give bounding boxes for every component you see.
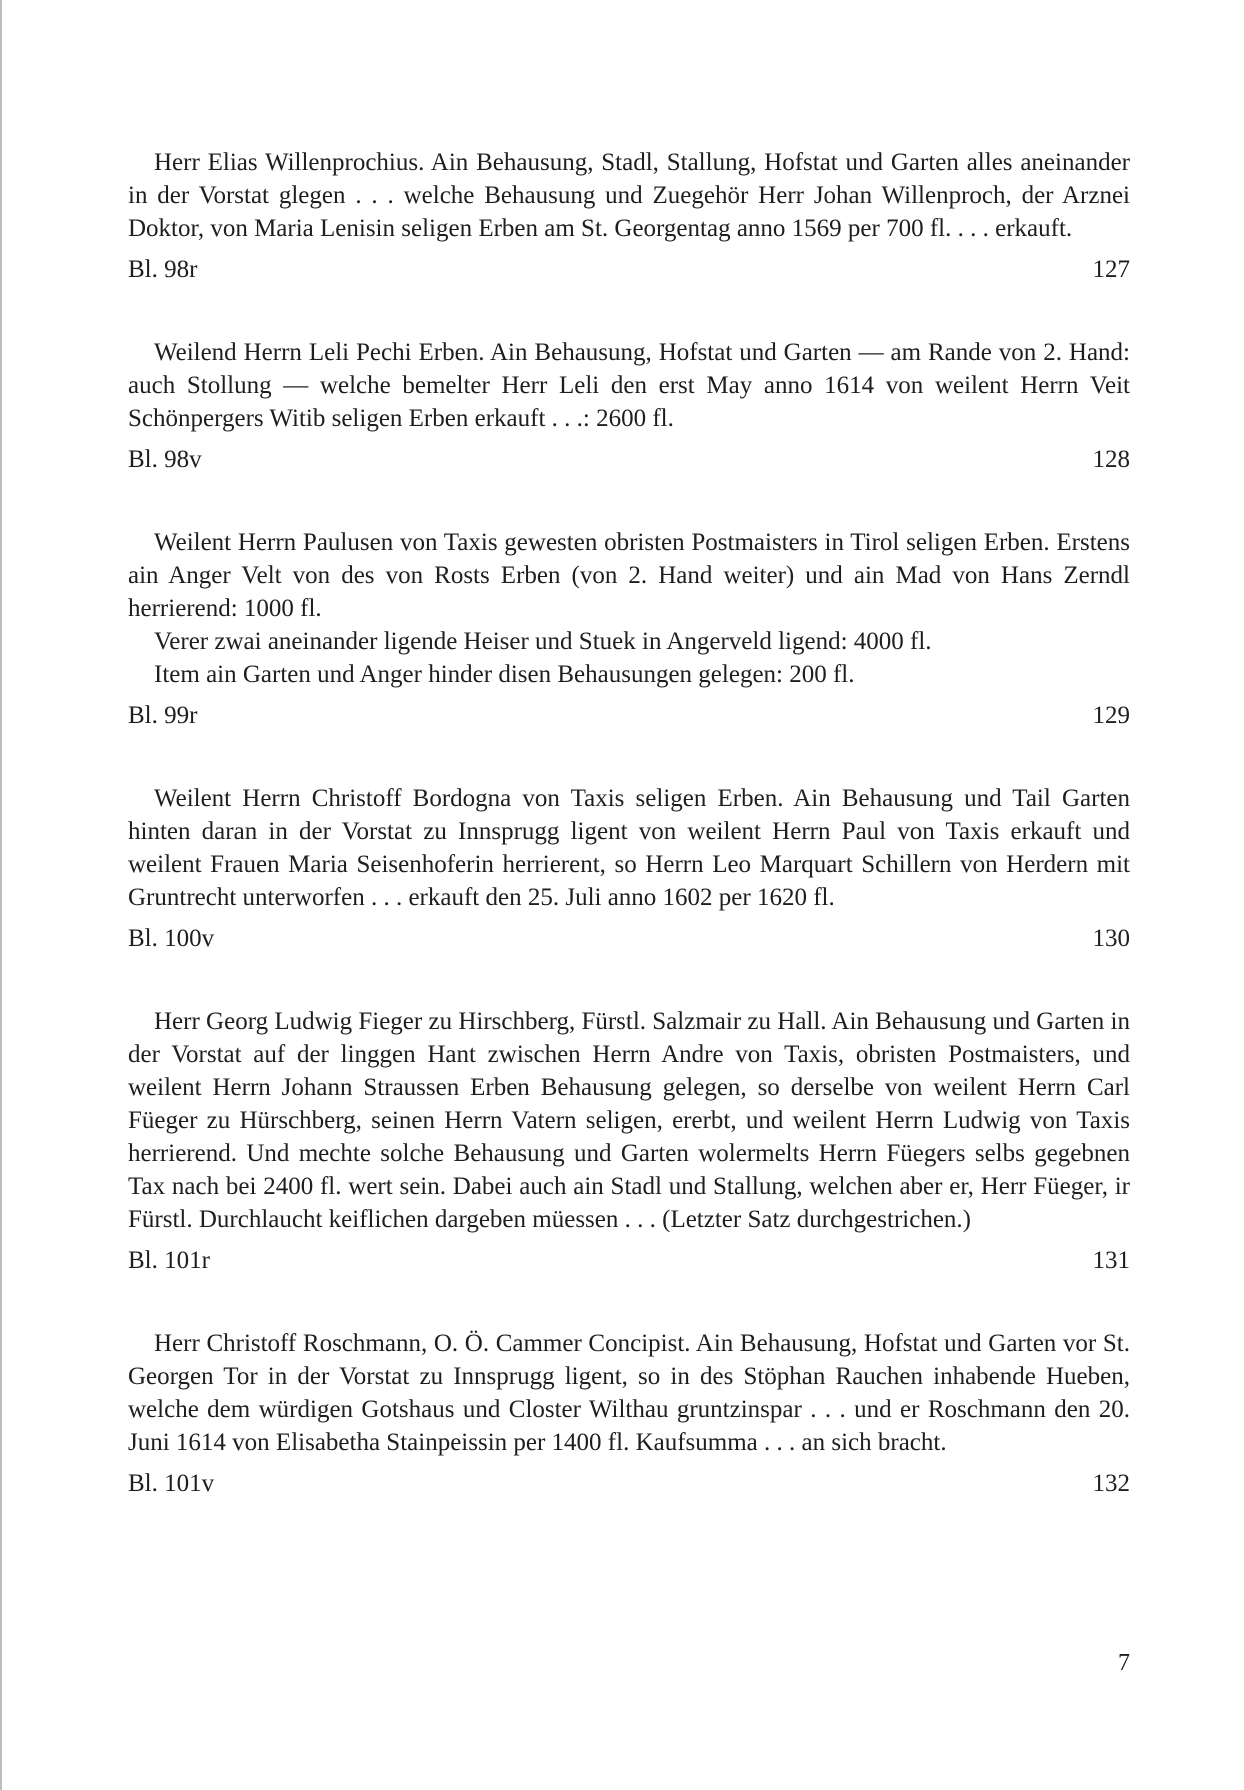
entry-text: Herr Georg Ludwig Fieger zu Hirschberg, Fürstl. Salzmair zu Hall. Ain Behausung und Garten in der Vorstat auf der linggen Hant zwischen Herrn Andre von Taxis, obristen Postmaisters, und weilent Herrn Johann Straussen Erben Behausung gelegen, so derselbe von weilent Herrn Carl Füeger zu Hürschberg, seinen Herrn Vatern seligen, ererbt, und weilent Herrn Ludwig von Taxis herrierend. Und mechte solche Behausung und Garten wolermelts Herrn Füegers selbs gegebnen Tax nach bei 2400 fl. wert sein. Dabei auch ain Stadl und Stallung, welchen aber er, Herr Füeger, ir Fürstl. Durchlaucht keiflichen dargeben müessen . . . (Letzter Satz durchgestrichen.): [128, 1008, 1130, 1233]
reference-row: [128, 1467, 1130, 1500]
page-number: 7: [1118, 1650, 1130, 1676]
entry-number: 127: [1092, 256, 1130, 283]
entry-132: [128, 1327, 1130, 1500]
reference-row: [128, 443, 1130, 476]
reference-row: [128, 922, 1130, 955]
reference-row: [128, 253, 1130, 286]
document-page: [128, 146, 1130, 1500]
entry-128: [128, 336, 1130, 476]
entry-number: 129: [1092, 702, 1130, 729]
entry-number: 128: [1092, 446, 1130, 473]
entry-text: Herr Elias Willenprochius. Ain Behausung, Stadl, Stallung, Hofstat und Garten alles aneinander in der Vorstat glegen . . . welche Behausung und Zuegehör Herr Johan Willenproch, der Arznei Doktor, von Maria Lenisin seligen Erben am St. Georgentag anno 1569 per 700 fl. . . . erkauft.: [128, 149, 1130, 242]
entry-number: 131: [1092, 1247, 1130, 1274]
entry-131: [128, 1005, 1130, 1277]
folio-reference: Bl. 100v: [128, 925, 215, 952]
entry-text: Herr Christoff Roschmann, O. Ö. Cammer Concipist. Ain Behausung, Hofstat und Garten vor St. Georgen Tor in der Vorstat zu Innsprugg ligent, so in des Stöphan Rauchen inhabende Hueben, welche dem würdigen Gotshaus und Closter Wilthau gruntzinspar . . . und er Roschmann den 20. Juni 1614 von Elisabetha Stainpeissin per 1400 fl. Kaufsumma . . . an sich bracht.: [128, 1330, 1130, 1456]
entry-127: [128, 146, 1130, 286]
entry-129: [128, 526, 1130, 732]
entry-text: Weilend Herrn Leli Pechi Erben. Ain Behausung, Hofstat und Garten — am Rande von 2. Hand: auch Stollung — welche bemelter Herr Leli den erst May anno 1614 von weilent Herrn Veit Schönpergers Witib seligen Erben erkauft . . .: 2600 fl.: [128, 339, 1130, 432]
folio-reference: Bl. 101r: [128, 1247, 210, 1274]
page-edge-line: [0, 0, 2, 1790]
folio-reference: Bl. 98r: [128, 256, 198, 283]
folio-reference: Bl. 101v: [128, 1470, 215, 1497]
entry-text: Weilent Herrn Christoff Bordogna von Taxis seligen Erben. Ain Behausung und Tail Garten hinten daran in der Vorstat zu Innsprugg ligent von weilent Herrn Paul von Taxis erkauft und weilent Frauen Maria Seisenhoferin herrierent, so Herrn Leo Marquart Schillern von Herdern mit Gruntrecht unterworfen . . . erkauft den 25. Juli anno 1602 per 1620 fl.: [128, 785, 1130, 911]
entry-number: 132: [1092, 1470, 1130, 1497]
reference-row: [128, 1244, 1130, 1277]
entry-text-continued: Verer zwai aneinander ligende Heiser und Stuek in Angerveld ligend: 4000 fl.: [154, 628, 932, 655]
folio-reference: Bl. 99r: [128, 702, 198, 729]
reference-row: [128, 699, 1130, 732]
entry-130: [128, 782, 1130, 955]
entry-text-continued: Item ain Garten und Anger hinder disen Behausungen gelegen: 200 fl.: [154, 661, 855, 688]
entry-text: Weilent Herrn Paulusen von Taxis gewesten obristen Postmaisters in Tirol seligen Erben. Erstens ain Anger Velt von des von Rosts Erben (von 2. Hand weiter) und ain Mad von Hans Zerndl herrierend: 1000 fl.: [128, 529, 1130, 622]
folio-reference: Bl. 98v: [128, 446, 202, 473]
entry-number: 130: [1092, 925, 1130, 952]
